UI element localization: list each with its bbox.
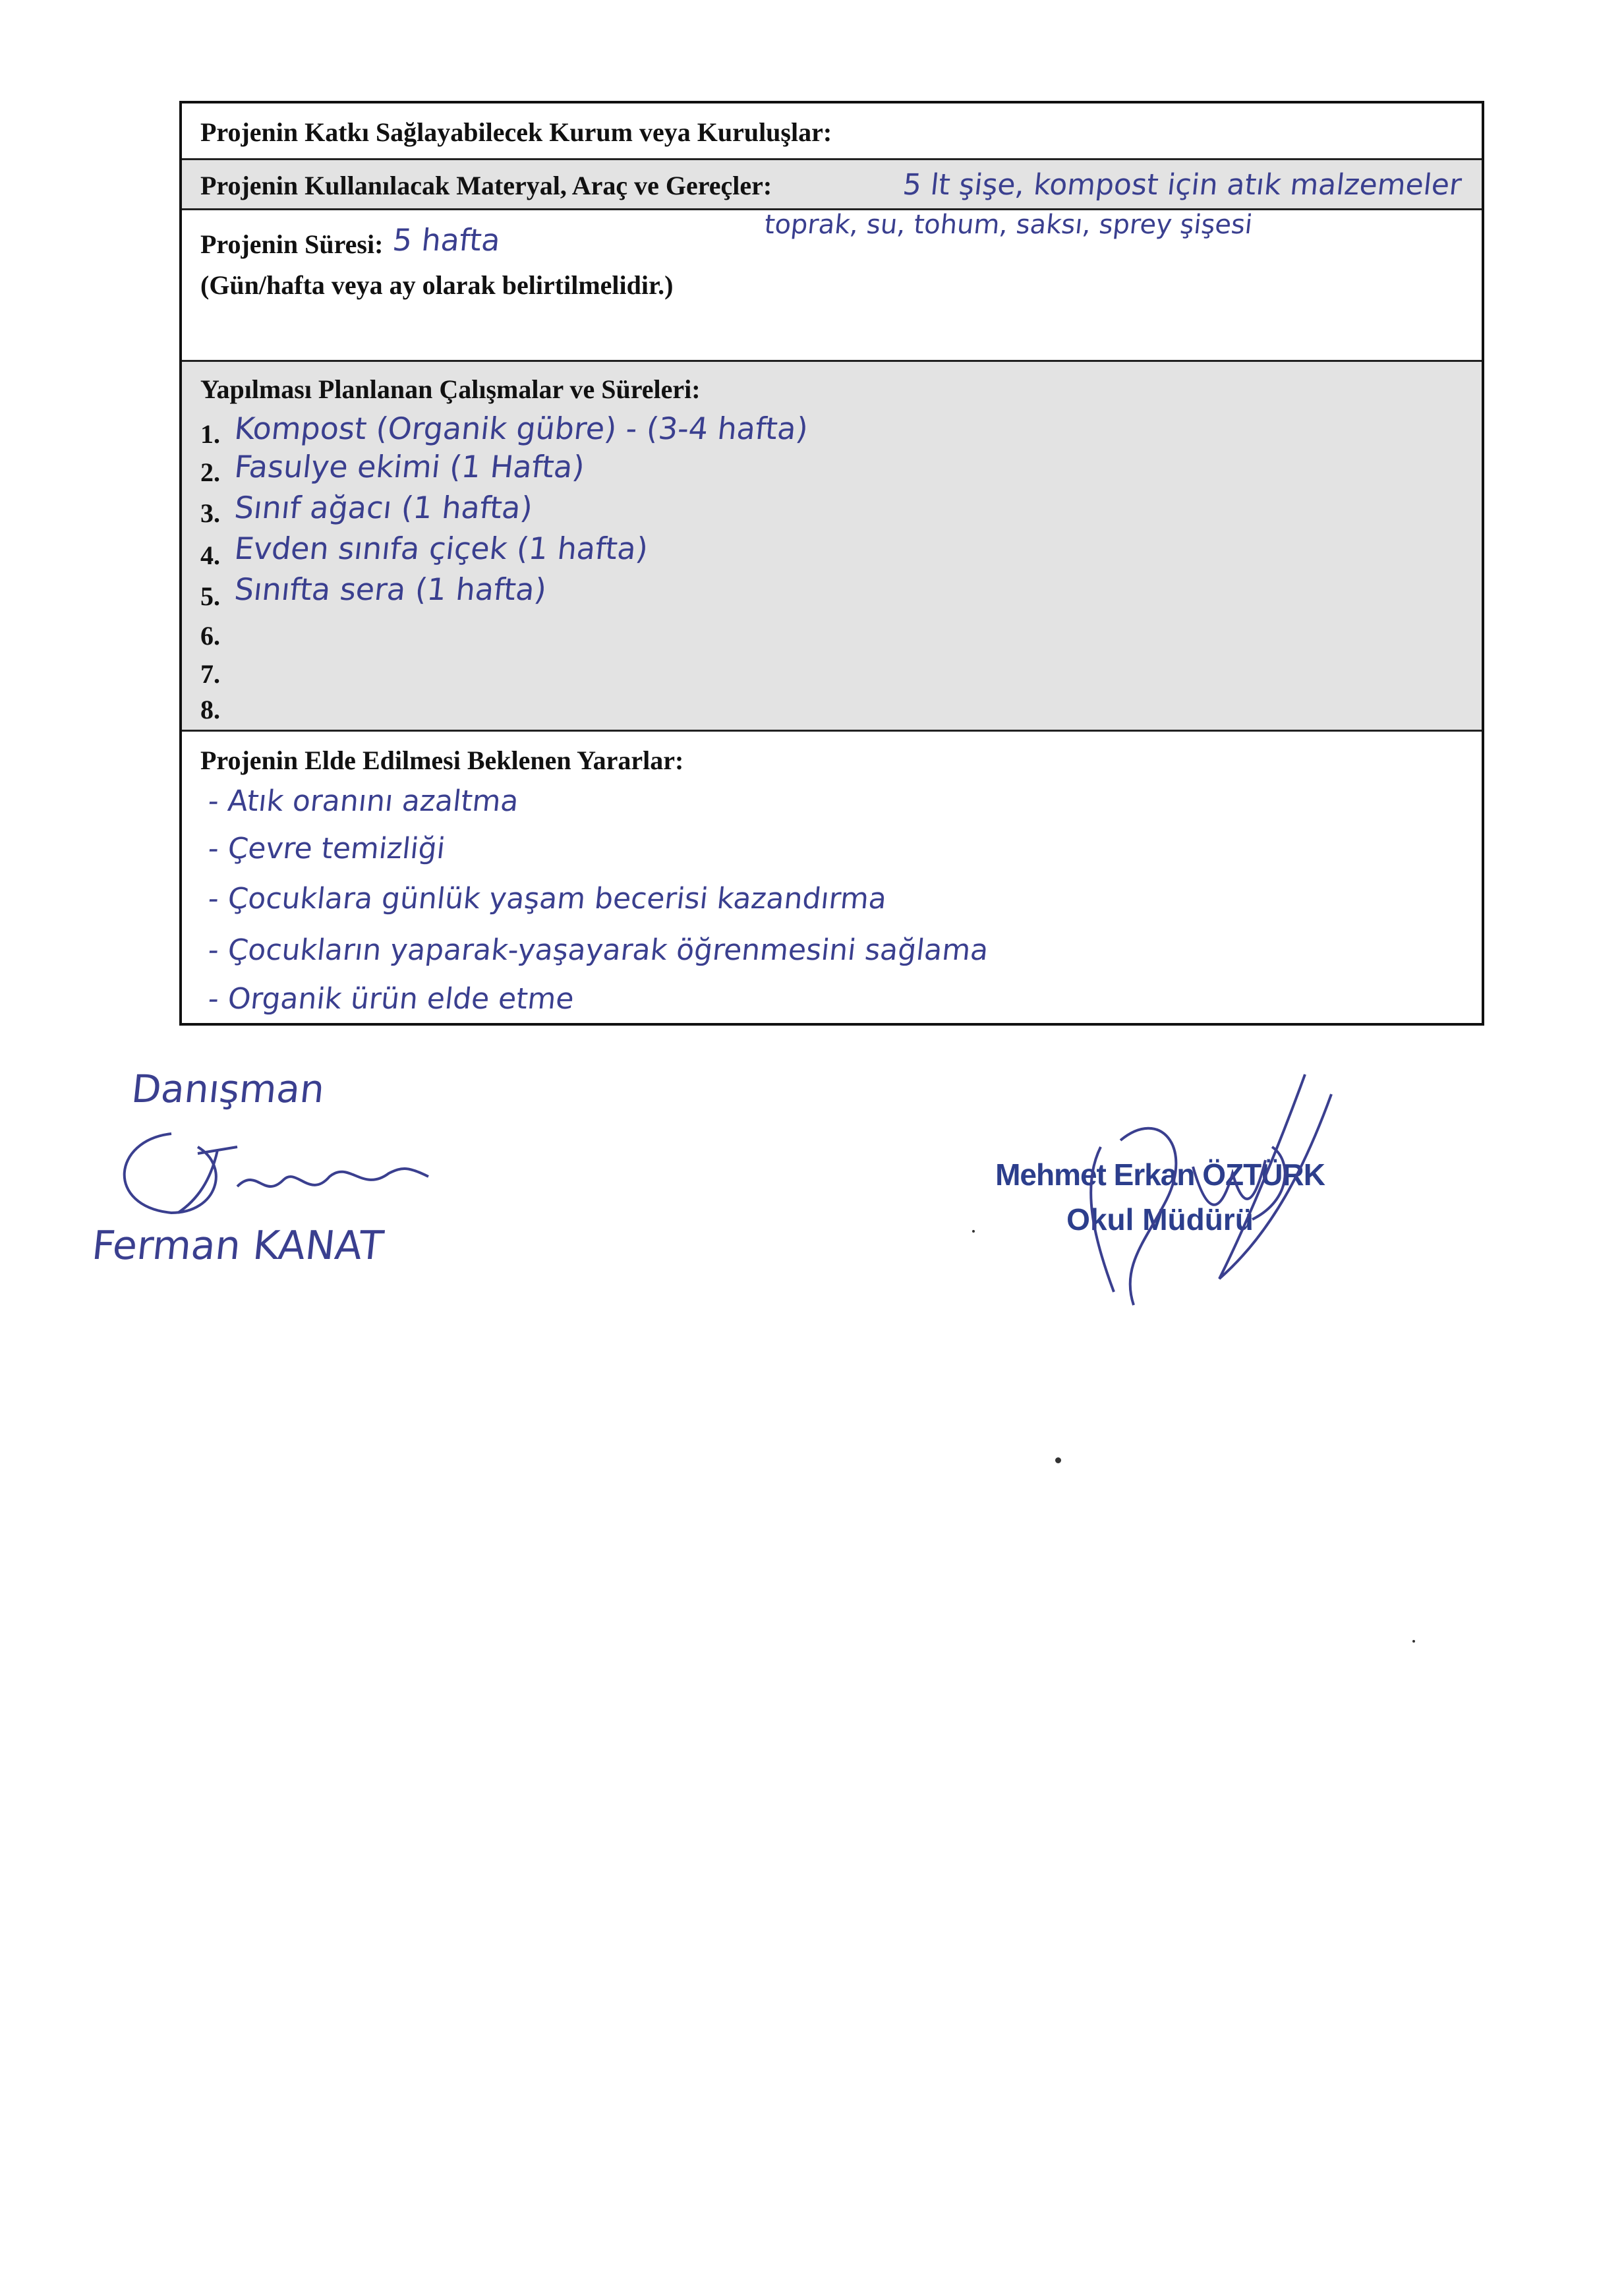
benefit-item: - Atık oranını azaltma	[206, 784, 521, 818]
activities-label: Yapılması Planlanan Çalışmalar ve Süreleri:	[200, 374, 701, 404]
materials-label: Projenin Kullanılacak Materyal, Araç ve Gereçler:	[200, 171, 772, 200]
principal-title: Okul Müdürü	[1066, 1202, 1254, 1237]
activity-number: 2.	[200, 457, 220, 487]
activity-number: 6.	[200, 621, 220, 651]
activity-number: 1.	[200, 419, 220, 449]
activities-row	[182, 362, 1482, 732]
activity-number: 5.	[200, 581, 220, 611]
activity-number: 3.	[200, 498, 220, 528]
institutions-row	[182, 103, 1482, 160]
benefit-item: - Organik ürün elde etme	[206, 982, 576, 1016]
principal-name: Mehmet Erkan ÖZTÜRK	[995, 1157, 1325, 1192]
activity-text: Sınıf ağacı (1 hafta)	[233, 490, 535, 525]
duration-value: 5 hafta	[391, 222, 502, 258]
principal-signature	[1055, 1068, 1371, 1318]
activity-text: Evden sınıfa çiçek (1 hafta)	[233, 531, 650, 566]
activity-number: 8.	[200, 695, 220, 724]
activity-text: Fasulye ekimi (1 Hafta)	[233, 449, 587, 484]
benefits-label: Projenin Elde Edilmesi Beklenen Yararlar:	[200, 745, 684, 775]
activity-text: Kompost (Organik gübre) - (3-4 hafta)	[233, 411, 810, 446]
benefit-item: - Çocukların yaparak-yaşayarak öğrenmesini sağlama	[206, 933, 991, 967]
duration-note: (Gün/hafta veya ay olarak belirtilmelidir.)	[200, 270, 674, 300]
materials-value-line2: toprak, su, tohum, saksı, sprey şişesi	[763, 210, 1254, 240]
activity-text: Sınıfta sera (1 hafta)	[233, 571, 548, 607]
advisor-name: Ferman KANAT	[90, 1223, 386, 1269]
benefits-row	[182, 732, 1482, 1023]
scan-speck	[1412, 1640, 1415, 1643]
activity-number: 7.	[200, 659, 220, 689]
activity-number: 4.	[200, 540, 220, 570]
scan-speck	[972, 1230, 975, 1233]
institutions-label: Projenin Katkı Sağlayabilecek Kurum veya Kuruluşlar:	[200, 117, 832, 147]
benefit-item: - Çocuklara günlük yaşam becerisi kazandırma	[206, 882, 888, 916]
scan-speck	[1055, 1457, 1061, 1463]
advisor-title: Danışman	[129, 1066, 327, 1111]
duration-label: Projenin Süresi:	[200, 229, 384, 259]
materials-value-line1: 5 lt şişe, kompost için atık malzemeler	[901, 168, 1463, 202]
benefit-item: - Çevre temizliği	[206, 832, 447, 865]
